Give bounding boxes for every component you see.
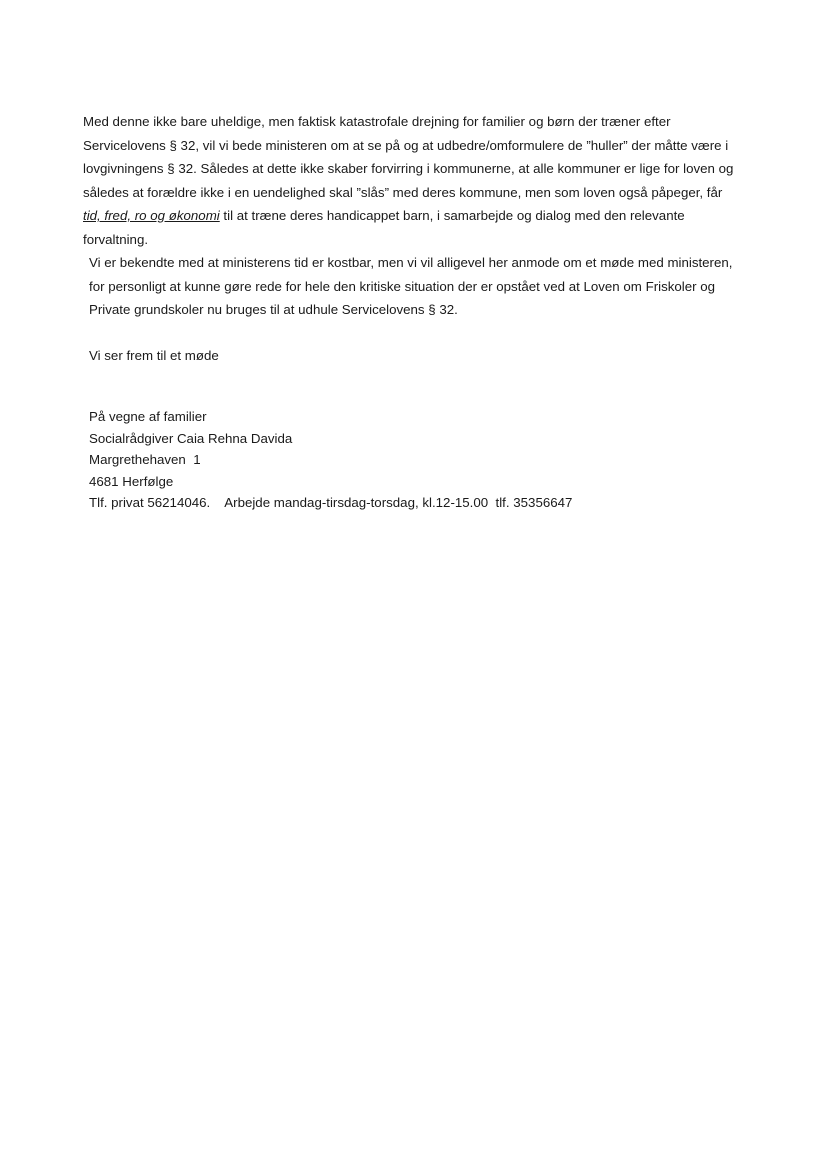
signature-block [83, 406, 743, 514]
paragraph-3-text: Vi ser frem til et møde [89, 347, 219, 363]
paragraph-2-text: Vi er bekendte med at ministerens tid er kostbar, men vi vil alligevel her anmode om et møde med ministeren, for personligt at kunne gøre rede for hele den kritiske situation der er opstået ved at Loven om Friskoler og Private grundskoler nu bruges til at udhule Servicelovens § 32. [89, 255, 733, 317]
paragraph-1-segment-1: Med denne ikke bare uheldige, men faktisk katastrofale drejning for familier og børn der træner efter Servicelovens § 32, vil vi bede ministeren om at se på og at udbedre/omformulere de ”huller” der måtte være i lovgivningens § 32. Således at dette ikke skaber forvirring i kommunerne, at alle kommuner er lige for loven og således at forældre ikke i en uendelighed skal ”slås” med deres kommune, men som loven også påpeger, får [83, 114, 734, 200]
signature-line-name: Socialrådgiver Caia Rehna Davida [89, 430, 293, 446]
paragraph-2 [83, 251, 739, 322]
signature-line-street: Margrethehaven 1 [89, 452, 201, 467]
paragraph-3 [83, 344, 743, 368]
signature-line-phone: Tlf. privat 56214046. Arbejde mandag-tirsdag-torsdag, kl.12-15.00 tlf. 35356647 [89, 495, 573, 510]
paragraph-1-segment-3: til at træne deres handicappet barn, i samarbejde og dialog med den relevante forvaltning. [83, 208, 685, 247]
document-body [83, 110, 743, 514]
signature-line-city: 4681 Herfølge [89, 473, 174, 489]
paragraph-1-emphasis: tid, fred, ro og økonomi [83, 208, 220, 223]
paragraph-1 [83, 110, 741, 251]
signature-line-on-behalf: På vegne af familier [89, 409, 207, 424]
